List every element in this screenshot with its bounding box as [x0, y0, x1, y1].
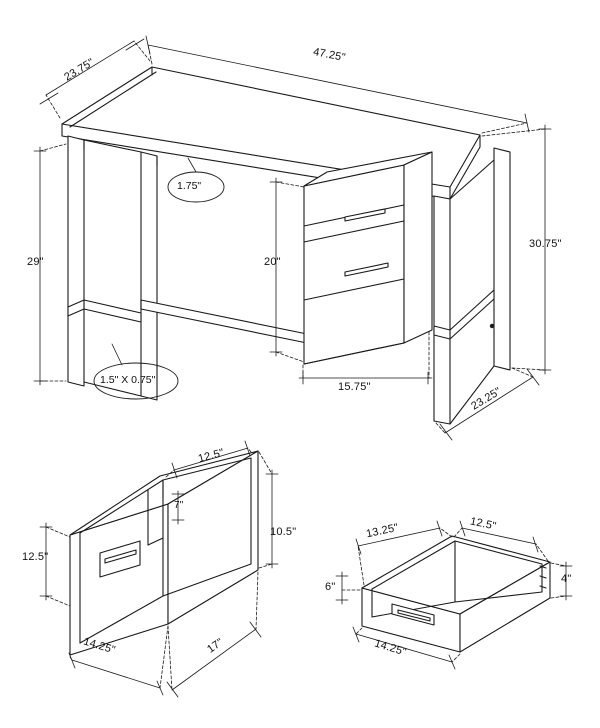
dim-desk-width: 47.25" — [312, 45, 347, 65]
dim-shallow-drawer-front-width: 14.25" — [372, 637, 408, 659]
dim-shallow-drawer-inner-width: 12.5" — [469, 515, 498, 533]
dim-desk-total-height: 30.75" — [529, 238, 562, 250]
dim-file-drawer-inner-depth: 7" — [174, 500, 184, 511]
dim-file-drawer-height-outer: 10.5" — [270, 526, 297, 538]
dim-file-drawer-front-height: 12.5" — [22, 551, 49, 563]
dim-file-drawer-inner-width: 12.5" — [196, 446, 226, 466]
dim-shallow-drawer-back-height: 4" — [561, 573, 572, 585]
dim-shallow-drawer-side-height: 6" — [325, 581, 336, 593]
callout-top-thickness: 1.75" — [177, 180, 202, 192]
dim-file-drawer-side-length: 17" — [205, 636, 226, 656]
dim-pedestal-depth: 23.25" — [469, 385, 504, 413]
dim-drawer-stack-height: 20" — [264, 256, 281, 268]
dim-shallow-drawer-inner-depth: 13.25" — [365, 521, 400, 541]
callout-leg-profile: 1.5" X 0.75" — [100, 374, 156, 386]
dim-file-drawer-front-width: 14.25" — [81, 635, 117, 657]
dim-desk-depth: 23.75" — [62, 56, 97, 84]
dim-pedestal-width: 15.75" — [338, 381, 371, 393]
dim-desk-clearance-height: 29" — [27, 256, 44, 268]
